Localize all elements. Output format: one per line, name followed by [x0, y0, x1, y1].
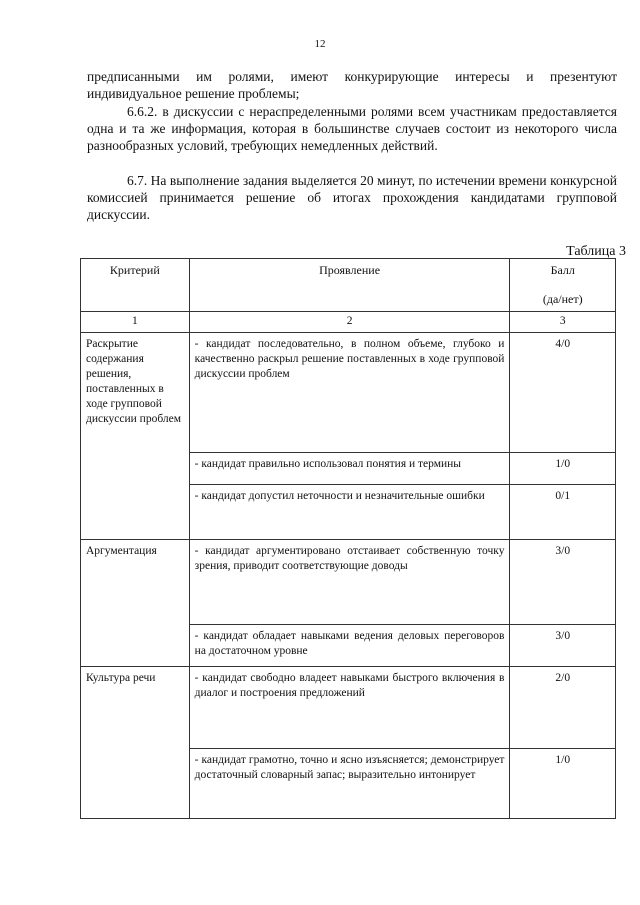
- header-criterion: Критерий: [81, 259, 190, 312]
- score-cell: 3/0: [510, 540, 616, 625]
- header-score: [510, 259, 616, 312]
- manifestation-cell: - кандидат допустил неточности и незначительные ошибки: [189, 485, 510, 540]
- score-cell: 4/0: [510, 333, 616, 453]
- criterion-cell: Раскрытие содержания решения, поставленных в ходе групповой дискуссии проблем: [81, 333, 190, 540]
- manifestation-cell: - кандидат последовательно, в полном объеме, глубоко и качественно раскрыл решение поставленных в ходе групповой дискуссии проблем: [189, 333, 510, 453]
- score-cell: 1/0: [510, 453, 616, 485]
- manifestation-cell: - кандидат свободно владеет навыками быстрого включения в диалог и построения предложений: [189, 667, 510, 749]
- header-score-line2: (да/нет): [542, 292, 583, 306]
- column-number: 2: [189, 312, 510, 333]
- criterion-cell: Культура речи: [81, 667, 190, 819]
- column-number-row: [81, 312, 616, 333]
- table-header-row: [81, 259, 616, 312]
- column-number: 3: [510, 312, 616, 333]
- table-row: [81, 540, 616, 625]
- table-row: [81, 667, 616, 749]
- column-number: 1: [81, 312, 190, 333]
- criterion-cell: Аргументация: [81, 540, 190, 667]
- table-row: [81, 333, 616, 453]
- score-cell: 3/0: [510, 625, 616, 667]
- header-manifestation: Проявление: [189, 259, 510, 312]
- paragraph-3: 6.7. На выполнение задания выделяется 20 минут, по истечении времени конкурсной комиссией принимается решение об итогах прохождения кандидатами групповой дискуссии.: [87, 173, 617, 222]
- score-cell: 1/0: [510, 749, 616, 819]
- manifestation-cell: - кандидат обладает навыками ведения деловых переговоров на достаточном уровне: [189, 625, 510, 667]
- paragraph-2: 6.6.2. в дискуссии с нераспределенными ролями всем участникам предоставляется одна и та же информация, которая в большинстве случаев состоит из некоторого числа разнообразных условий, требующих немедленных действий.: [87, 104, 617, 153]
- manifestation-cell: - кандидат правильно использовал понятия и термины: [189, 453, 510, 485]
- criteria-table: [80, 258, 616, 819]
- score-cell: 2/0: [510, 667, 616, 749]
- manifestation-cell: - кандидат грамотно, точно и ясно изъясняется; демонстрирует достаточный словарный запас; выразительно интонирует: [189, 749, 510, 819]
- header-score-line1: Балл: [550, 263, 575, 277]
- paragraph-1: предписанными им ролями, имеют конкурирующие интересы и презентуют индивидуальное решение проблемы;: [87, 69, 617, 101]
- manifestation-cell: - кандидат аргументировано отстаивает собственную точку зрения, приводит соответствующие доводы: [189, 540, 510, 625]
- score-cell: 0/1: [510, 485, 616, 540]
- table-caption: Таблица 3: [566, 244, 626, 259]
- page-number: 12: [314, 38, 326, 50]
